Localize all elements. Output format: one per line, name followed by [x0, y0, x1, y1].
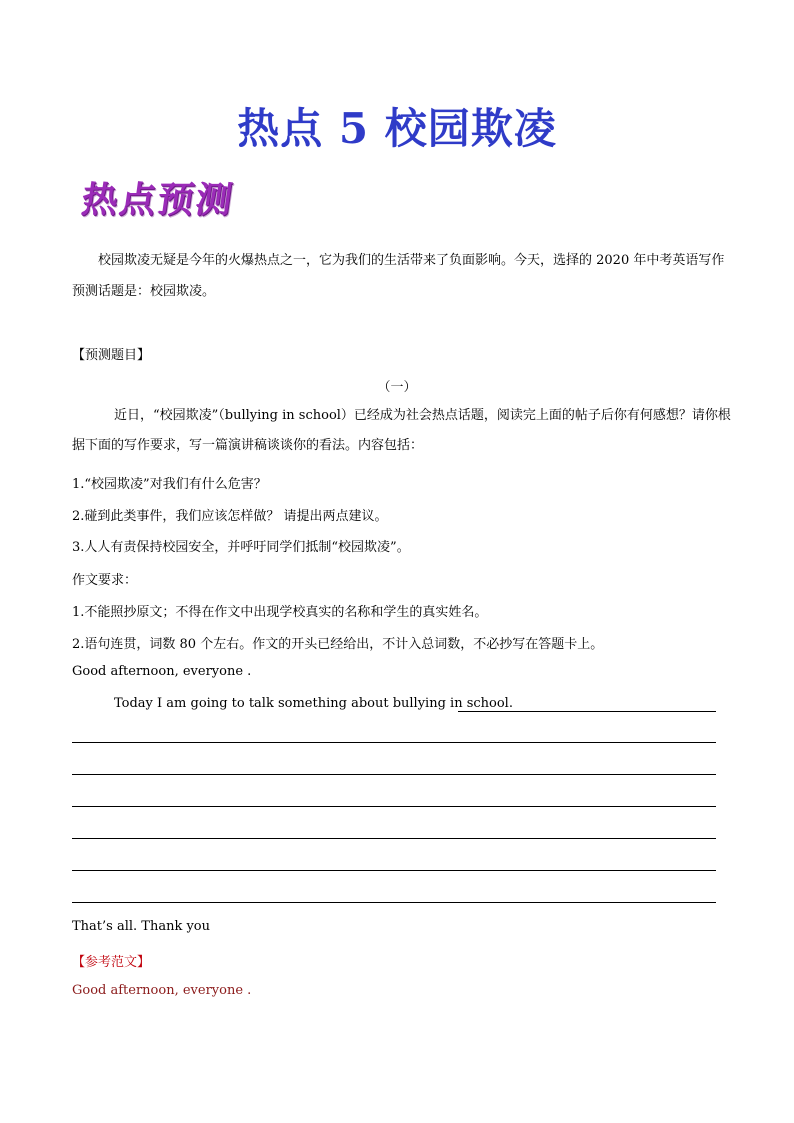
page-title: 热点 5 校园欺凌 [237, 104, 557, 153]
prompt-point-2: 2.碰到此类事件，我们应该怎样做？ 请提出两点建议。 [72, 509, 388, 524]
opening-sentence: Today I am going to talk something about bullying in school. [114, 696, 513, 711]
closing-text: That’s all. Thank you [72, 919, 211, 934]
requirement-1: 1.不能照抄原文；不得在作文中出现学校真实的名称和学生的真实姓名。 [72, 605, 488, 620]
requirement-2: 2.语句连贯，词数 80 个左右。作文的开头已经给出，不计入总词数，不必抄写在答题卡上。 [72, 637, 604, 652]
answer-line[interactable] [72, 806, 716, 807]
answer-line[interactable] [72, 902, 716, 903]
answer-line[interactable] [72, 838, 716, 839]
answer-line[interactable] [72, 774, 716, 775]
reference-greeting: Good afternoon, everyone . [72, 983, 252, 998]
answer-line-first[interactable] [458, 711, 716, 712]
prediction-label: 【预测题目】 [72, 348, 151, 363]
section-heading: 热点预测 [78, 180, 237, 221]
answer-line[interactable] [72, 742, 716, 743]
reference-label: 【参考范文】 [72, 955, 151, 970]
answer-line[interactable] [72, 870, 716, 871]
intro-paragraph: 校园欺凌无疑是今年的火爆热点之一，它为我们的生活带来了负面影响。今天，选择的 2020 年中考英语写作预测话题是：校园欺凌。 [72, 253, 725, 299]
prompt-paragraph: 近日，“校园欺凌”（bullying in school）已经成为社会热点话题，阅读完上面的帖子后你有何感想？请你根据下面的写作要求，写一篇演讲稿谈谈你的看法。内容包括： [72, 408, 731, 453]
part-label: （一） [377, 380, 417, 395]
greeting-text: Good afternoon, everyone . [72, 664, 252, 679]
prompt-point-3: 3.人人有责保持校园安全，并呼吁同学们抵制“校园欺凌”。 [72, 540, 410, 555]
requirements-label: 作文要求： [72, 573, 138, 588]
prompt-point-1: 1.“校园欺凌”对我们有什么危害？ [72, 477, 267, 492]
